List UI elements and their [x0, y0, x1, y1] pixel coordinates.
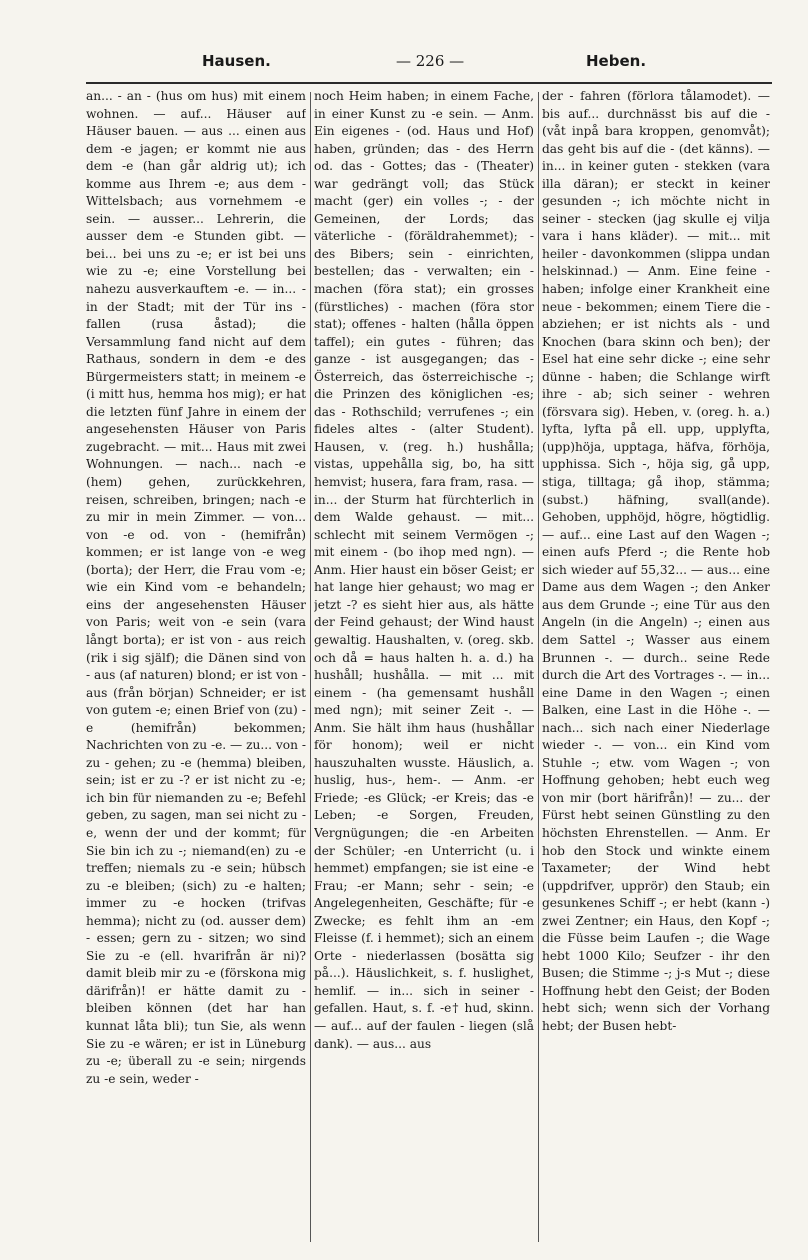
column-3 — [542, 88, 770, 1248]
column-2-text: noch Heim haben; in einem Fache, in einer Kunst zu -e sein. — Anm. Ein eigenes - (od. Haus und Hof) haben, gründen; das - des Herrn od. das - Gottes; das - (Theater) war gedrängt voll; das Stück macht (ger) ein volles -; - der Gemeinen, der Lords; das väterliche - (föräldrahemmet); - des Bibers; sein - einrichten, bestellen; das - verwalten; ein - machen (föra stat); ein grosses (fürstliches) - machen (föra stor stat); offenes - halten (hålla öppen taffel); ein gutes - führen; das ganze - ist ausgegangen; das - Österreich, das österreichische -; die Prinzen des königlichen -es; das - Rothschild; verrufenes -; ein fideles altes - (alter Student). Hausen, v. (reg. h.) hushålla; vistas, uppehålla sig, bo, ha sitt hemvist; husera, fara fram, rasa. — in... der Sturm hat fürchterlich in dem Walde gehaust. — mit... schlecht mit seinem Vermögen -; mit einem - (bo ihop med ngn). — Anm. Hier haust ein böser Geist; er hat lange hier gehaust; wo mag er jetzt -? es sieht hier aus, als hätte der Feind gehaust; der Wind haust gewaltig. Haushalten, v. (oreg. skb. och då = haus halten h. a. d.) ha hushåll; hushålla. — mit ... mit einem - (ha gemensamt hushåll med ngn); mit seiner Zeit -. — Anm. Sie hält ihm haus (hushållar för honom); weil er nicht hauszuhalten wusste. Häuslich, a. huslig, hus-, hem-. — Anm. -er Friede; -es Glück; -er Kreis; das -e Leben; -e Sorgen, Freuden, Vergnügungen; die -en Arbeiten der Schüler; -en Unterricht (u. i hemmet) empfangen; sie ist eine -e Frau; -er Mann; sehr - sein; -e Angelegenheiten, Geschäfte; für -e Zwecke; es fehlt ihm an -em Fleisse (f. i hemmet); sich an einem Orte - niederlassen (bosätta sig på...). Häuslichkeit, s. f. huslighet, hemlif. — in... sich in seiner - gefallen. Haut, s. f. -e† hud, skinn. — auf... auf der faulen - liegen (slå dank). — aus... aus — [314, 89, 534, 1051]
column-divider-1 — [310, 92, 311, 1242]
column-divider-2 — [538, 92, 539, 1242]
header-rule — [86, 82, 772, 84]
header-right-word: Heben. — [586, 52, 647, 70]
header-left-word: Hausen. — [202, 52, 271, 70]
column-2 — [314, 88, 534, 1248]
column-3-text: der - fahren (förlora tålamodet). — bis auf... durchnässt bis auf die - (våt inpå bara kroppen, genomvåt); das geht bis auf die - (det känns). — in... in keiner guten - stekken (vara illa däran); er steckt in keiner gesunden -; ich möchte nicht in seiner - stecken (jag skulle ej vilja vara i hans kläder). — mit... mit heiler - davonkommen (slippa undan helskinnad.) — Anm. Eine feine - haben; infolge einer Krankheit eine neue - bekommen; einem Tiere die - abziehen; er ist nichts als - und Knochen (bara skinn och ben); der Esel hat eine sehr dicke -; eine sehr dünne - haben; die Schlange wirft ihre - ab; sich seiner - wehren (försvara sig). Heben, v. (oreg. h. a.) lyfta, lyfta på ell. upp, upplyfta, (upp)höja, upptaga, häfva, förhöja, upphissa. Sich -, höja sig, gå upp, stiga, tilltaga; gå ihop, stämma; (subst.) häfning, svall(ande). Gehoben, upphöjd, högre, högtidlig. — auf... eine Last auf den Wagen -; einen aufs Pferd -; die Rente hob sich wieder auf 55,32... — aus... eine Dame aus dem Wagen -; den Anker aus dem Grunde -; eine Tür aus den Angeln (in die Angeln) -; einen aus dem Sattel -; Wasser aus einem Brunnen -. — durch.. seine Rede durch die Art des Vortrages -. — in... eine Dame in den Wagen -; einen Balken, eine Last in die Höhe -. — nach... sich nach einer Niederlage wieder -. — von... ein Kind vom Stuhle -; etw. vom Wagen -; von Hoffnung gehoben; hebt euch weg von mir (bort härifrån)! — zu... der Fürst hebt seinen Günstling zu den höchsten Ehrenstellen. — Anm. Er hob den Stock und winkte einem Taxameter; der Wind hebt (uppdrifver, upprör) den Staub; ein gesunkenes Schiff -; er hebt (kann -) zwei Zentner; ein Haus, den Kopf -; die Füsse beim Laufen -; die Wage hebt 1000 Kilo; Seufzer - ihr den Busen; die Stimme -; j-s Mut -; diese Hoffnung hebt den Geist; der Boden hebt sich; wenn sich der Vorhang hebt; der Busen hebt- — [542, 89, 770, 1033]
page-number: — 226 — — [396, 52, 465, 70]
column-1 — [86, 88, 306, 1248]
page-header — [86, 48, 772, 78]
column-1-text: an... - an - (hus om hus) mit einem wohnen. — auf... Häuser auf Häuser bauen. — aus ... einen aus dem -e jagen; er kommt nie aus dem -e (han går aldrig ut); ich komme aus Ihrem -e; aus dem - Wittelsbach; aus vornehmem -e sein. — ausser... Lehrerin, die ausser dem -e Stunden gibt. — bei... bei uns zu -e; er ist bei uns wie zu -e; eine Vorstellung bei nahezu ausverkauftem -e. — in... - in der Stadt; mit der Tür ins - fallen (rusa åstad); die Versammlung fand nicht auf dem Rathaus, sondern in dem -e des Bürgermeisters statt; in meinem -e (i mitt hus, hemma hos mig); er hat die letzten fünf Jahre in einem der angesehensten Häuser von Paris zugebracht. — mit... Haus mit zwei Wohnungen. — nach... nach -e (hem) gehen, zurückkehren, reisen, schreiben, bringen; nach -e zu mir in mein Zimmer. — von... von -e od. von - (hemifrån) kommen; er ist lange von -e weg (borta); der Herr, die Frau vom -e; wie ein Kind vom -e behandeln; eins der angesehensten Häuser von Paris; weit von -e sein (vara långt borta); er ist von - aus reich (rik i sig själf); die Dänen sind von - aus (af naturen) blond; er ist von - aus (från början) Schneider; er ist von gutem -e; einen Brief von (zu) -e (hemifrån) bekommen; Nachrichten von zu -e. — zu... von - zu - gehen; zu -e (hemma) bleiben, sein; ist er zu -? er ist nicht zu -e; ich bin für niemanden zu -e; Befehl geben, zu sagen, man sei nicht zu -e, wenn der und der kommt; für Sie bin ich zu -; niemand(en) zu -e treffen; niemals zu -e sein; hübsch zu -e bleiben; (sich) zu -e halten; immer zu -e hocken (trifvas hemma); nicht zu (od. ausser dem) - essen; gern zu - sitzen; wo sind Sie zu -e (ell. hvarifrån är ni)? damit bleib mir zu -e (förskona mig därifrån)! er hätte damit zu - bleiben können (det har han kunnat låta bli); tun Sie, als wenn Sie zu -e wären; er ist in Lüneburg zu -e; überall zu -e sein; nirgends zu -e sein, weder - — [86, 89, 306, 1086]
